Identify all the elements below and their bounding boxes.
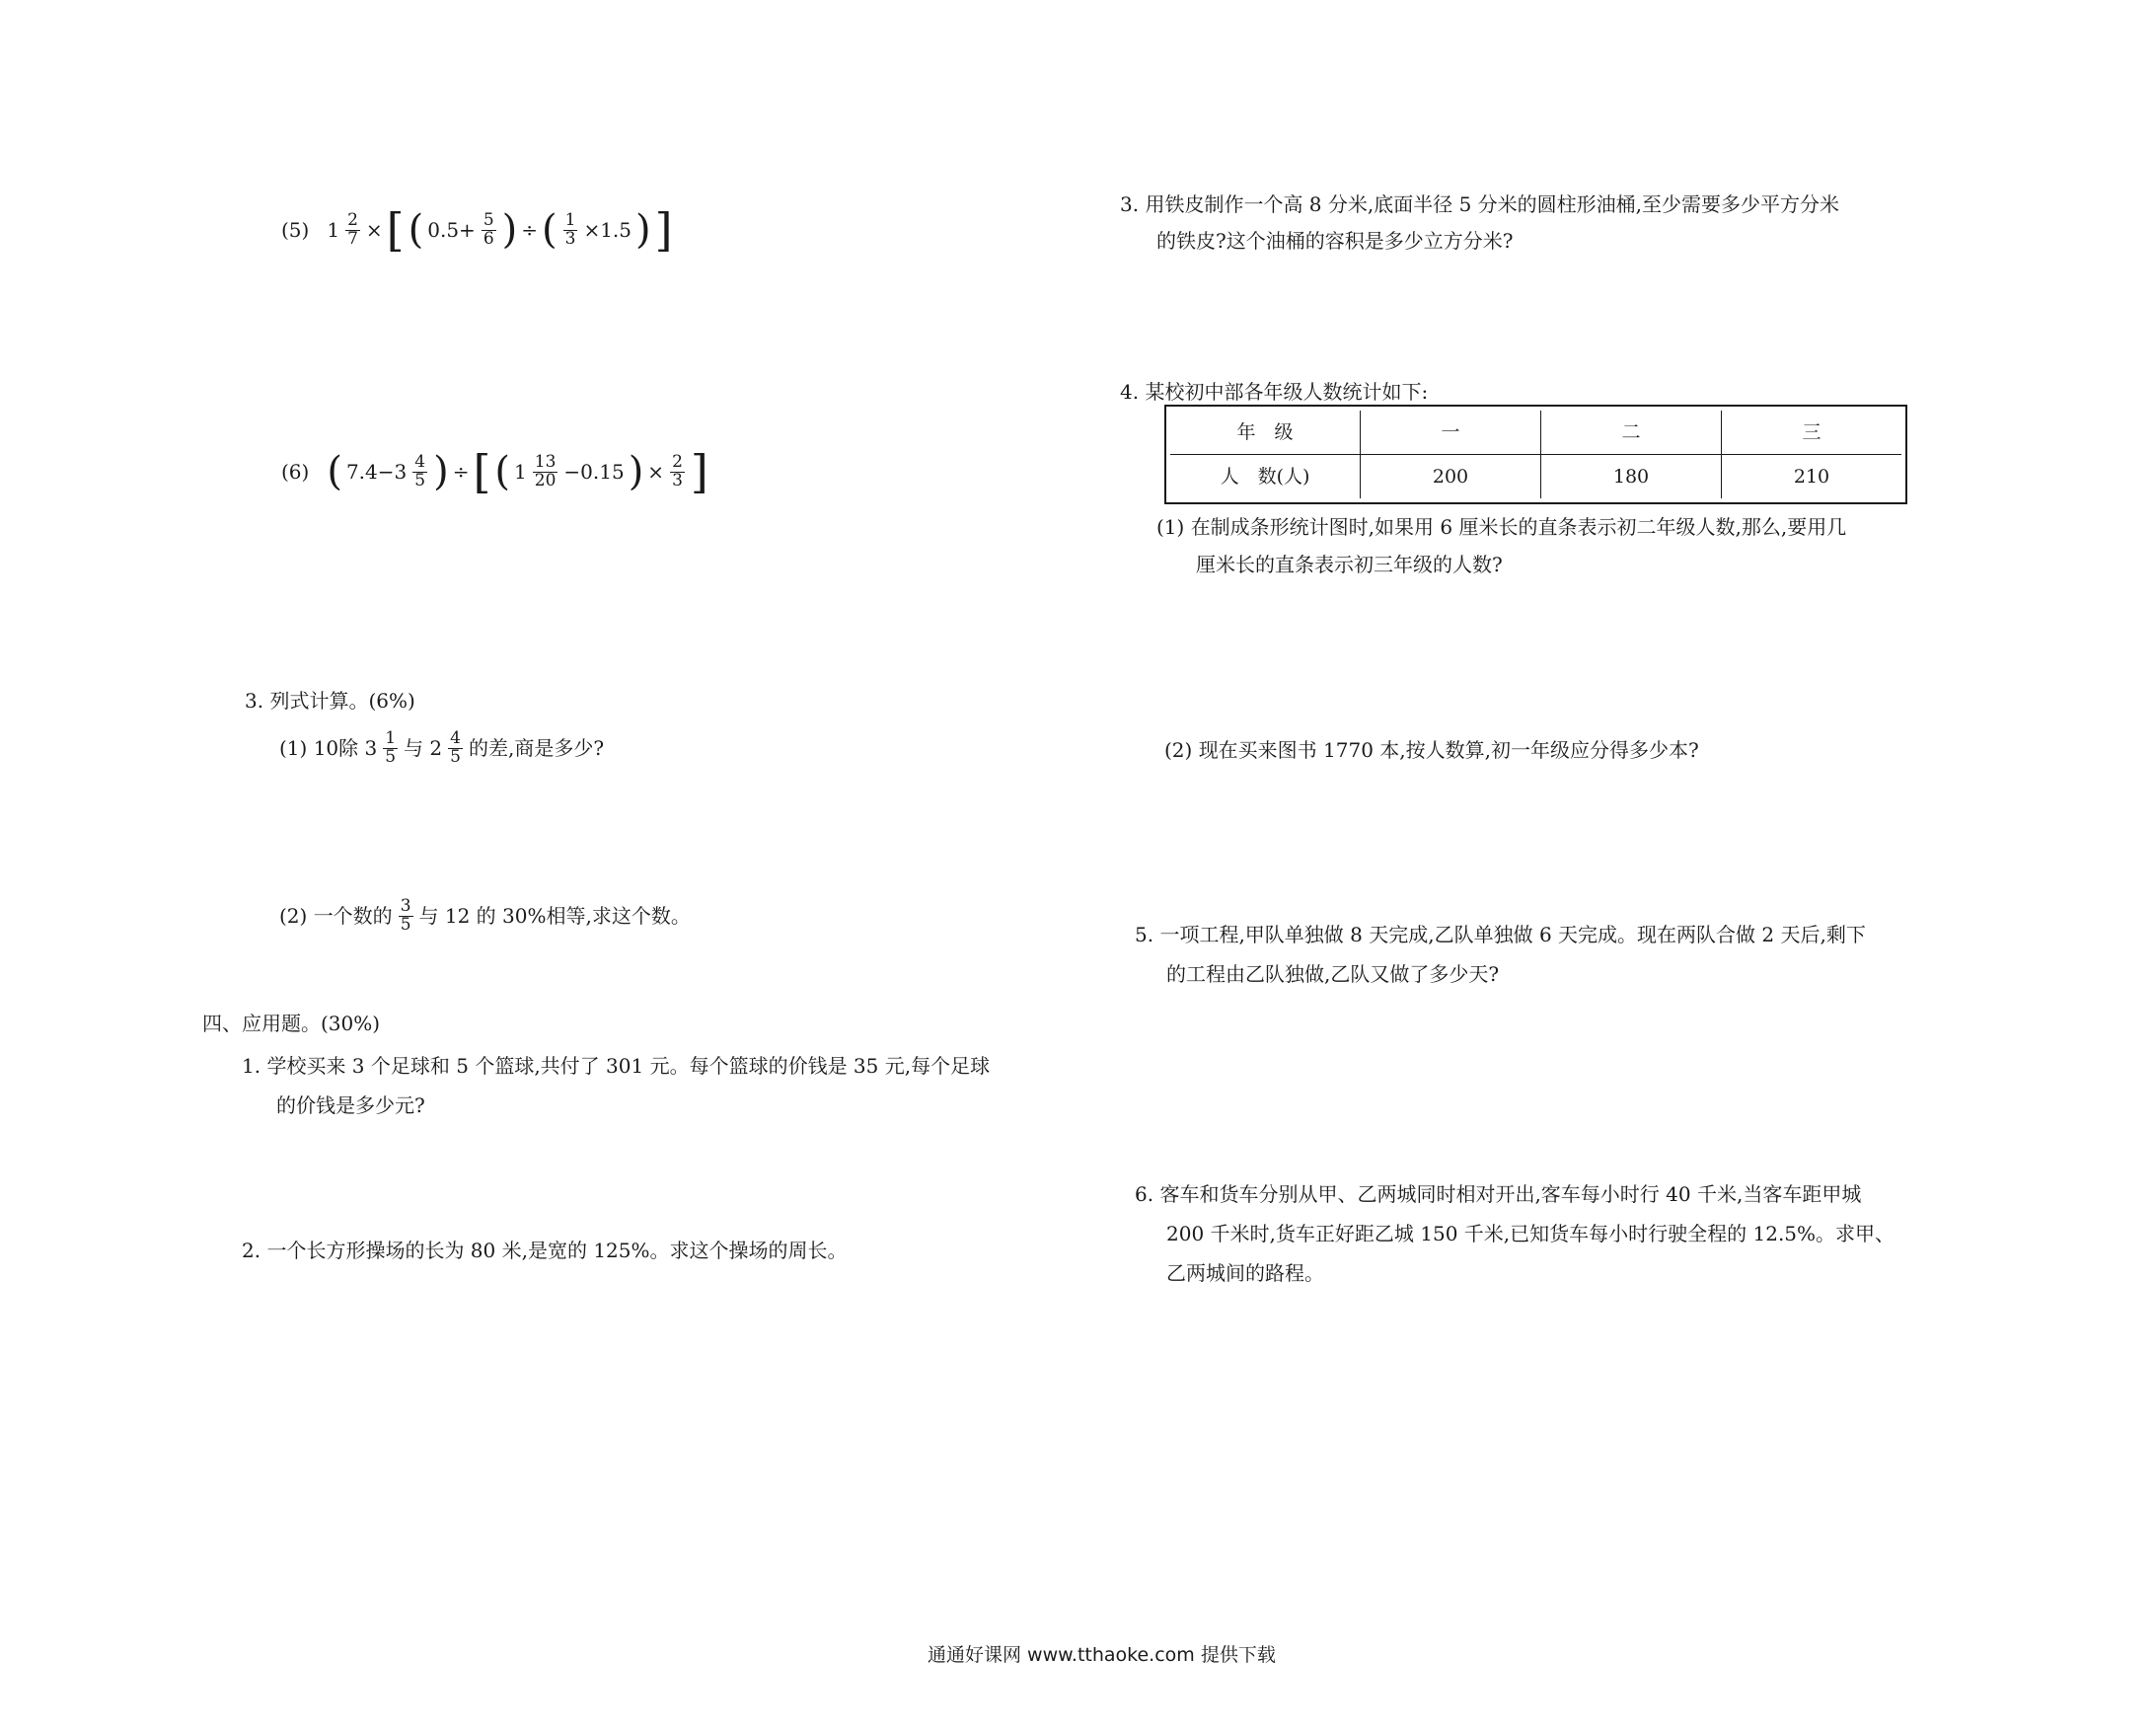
application-question-1-line-1: 1. 学校买来 3 个足球和 5 个篮球,共付了 301 元。每个篮球的价钱是 35 元,每个足球: [242, 1054, 991, 1078]
question-4-title: 4. 某校初中部各年级人数统计如下:: [1120, 380, 1429, 404]
question-4-part-1-line-1: (1) 在制成条形统计图时,如果用 6 厘米长的直条表示初二年级人数,那么,要用几: [1156, 515, 1847, 539]
section-3-title: 3. 列式计算。(6%): [245, 689, 415, 713]
question-6-line-2: 200 千米时,货车正好距乙城 150 千米,已知货车每小时行驶全程的 12.5%。求甲、: [1166, 1222, 1896, 1245]
fraction: $\frac{4}{5}$: [414, 451, 426, 490]
left-square-bracket: [: [386, 203, 405, 257]
fraction: $\frac{5}{6}$: [483, 209, 494, 249]
term: 0.5+: [427, 218, 476, 242]
left-square-bracket: [: [473, 445, 491, 498]
left-paren: (: [494, 449, 511, 494]
problem-6-label: (6): [281, 460, 310, 484]
mixed-whole: 1: [327, 218, 340, 242]
right-square-bracket: ]: [654, 203, 673, 257]
question-3-line-2: 的铁皮?这个油桶的容积是多少立方分米?: [1156, 229, 1514, 253]
left-paren: (: [327, 449, 342, 494]
problem-5-expression: [281, 203, 673, 257]
right-paren: ): [501, 207, 518, 253]
section-3-part-2: (2) 一个数的 $\frac{3}{5}$ 与 12 的 30%相等,求这个数。: [279, 896, 691, 935]
table-header-cell: 一: [1361, 411, 1541, 455]
table-row: [1170, 411, 1901, 455]
table-header-cell: 年 级: [1170, 411, 1361, 455]
question-3-line-1: 3. 用铁皮制作一个高 8 分米,底面半径 5 分米的圆柱形油桶,至少需要多少平方分米: [1120, 192, 1840, 216]
table-cell: 180: [1541, 455, 1722, 499]
section-4-title: 四、应用题。(30%): [202, 1012, 381, 1035]
left-paren: (: [542, 207, 558, 253]
question-4-part-2: (2) 现在买来图书 1770 本,按人数算,初一年级应分得多少本?: [1164, 738, 1699, 762]
mixed-whole: 1: [514, 460, 527, 484]
term: ×1.5: [583, 218, 632, 242]
table-cell: 人 数(人): [1170, 455, 1361, 499]
fraction: $\frac{1}{3}$: [564, 209, 576, 249]
table-cell: 210: [1722, 455, 1902, 499]
right-paren: ): [433, 449, 449, 494]
question-6-line-1: 6. 客车和货车分别从甲、乙两城同时相对开出,客车每小时行 40 千米,当客车距甲城: [1135, 1182, 1862, 1206]
right-paren: ): [628, 449, 644, 494]
question-4-part-1-line-2: 厘米长的直条表示初三年级的人数?: [1196, 553, 1503, 576]
problem-5-label: (5): [281, 218, 310, 242]
right-paren: ): [635, 207, 651, 253]
table-header-cell: 三: [1722, 411, 1902, 455]
grade-stats-table: [1164, 405, 1907, 504]
fraction: $\frac{2}{3}$: [672, 451, 683, 490]
stats-table-body: [1170, 411, 1901, 498]
section-3-part-1: (1) 10除 3 $\frac{1}{5}$ 与 2 $\frac{4}{5}$ 的差,商是多少?: [279, 728, 605, 767]
table-row: [1170, 455, 1901, 499]
fraction: $\frac{2}{7}$: [347, 209, 358, 249]
operator-divide: ÷: [452, 460, 470, 484]
left-paren: (: [408, 207, 424, 253]
fraction: $\frac{13}{20}$: [534, 451, 557, 490]
right-square-bracket: ]: [690, 445, 708, 498]
table-cell: 200: [1361, 455, 1541, 499]
operator-divide: ÷: [521, 218, 539, 242]
question-6-line-3: 乙两城间的路程。: [1166, 1261, 1324, 1285]
problem-6-expression: [281, 445, 708, 498]
operator-times: ×: [365, 218, 383, 242]
fraction: $\frac{3}{5}$: [400, 896, 411, 935]
application-question-2: 2. 一个长方形操场的长为 80 米,是宽的 125%。求这个操场的周长。: [242, 1239, 848, 1262]
table-header-cell: 二: [1541, 411, 1722, 455]
fraction: $\frac{4}{5}$: [450, 728, 461, 767]
application-question-1-line-2: 的价钱是多少元?: [276, 1093, 425, 1117]
operator-times: ×: [647, 460, 665, 484]
term: 7.4−3: [345, 460, 408, 484]
question-5-line-1: 5. 一项工程,甲队单独做 8 天完成,乙队单独做 6 天完成。现在两队合做 2 天后,剩下: [1135, 923, 1866, 946]
term: −0.15: [563, 460, 625, 484]
fraction: $\frac{1}{5}$: [385, 728, 397, 767]
footer-attribution: 通通好课网 www.tthaoke.com 提供下载: [928, 1644, 1276, 1666]
question-5-line-2: 的工程由乙队独做,乙队又做了多少天?: [1166, 962, 1500, 986]
